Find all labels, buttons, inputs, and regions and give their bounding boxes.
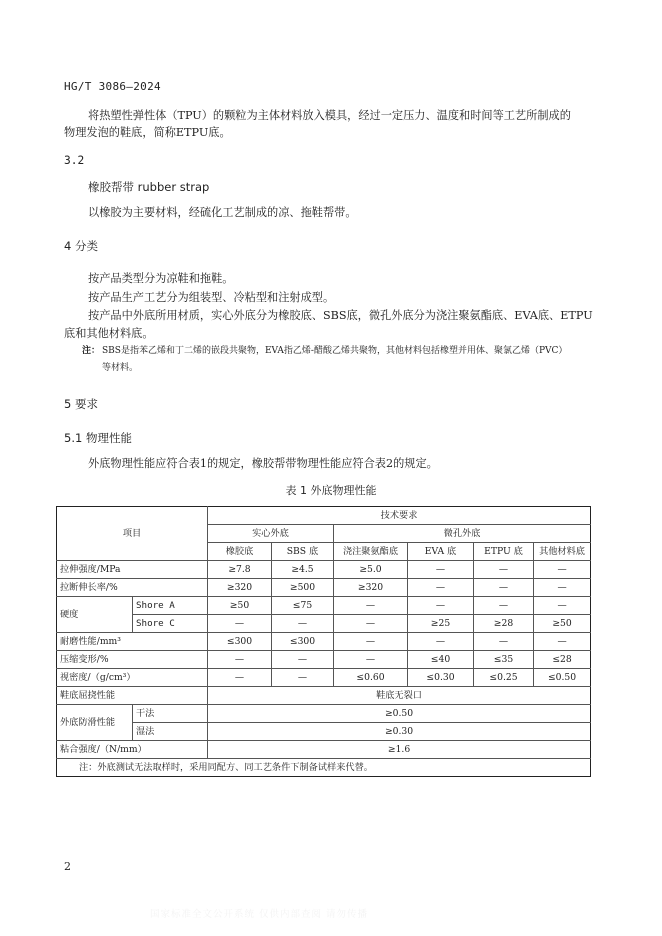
section-5-1-text: 外底物理性能应符合表1的规定，橡胶帮带物理性能应符合表2的规定。 (88, 457, 438, 470)
note-line-2: 等材料。 (102, 363, 139, 373)
table-cell: ≥0.30 (208, 723, 591, 741)
table-cell: ≥4.5 (272, 561, 334, 579)
col-header-etpu: ETPU 底 (474, 543, 534, 561)
row-label-bond: 粘合强度/（N/mm） (57, 741, 208, 759)
table-cell: — (474, 597, 534, 615)
table-cell: — (334, 651, 408, 669)
table-cell: — (408, 579, 474, 597)
intro-line-2: 物理发泡的鞋底，简称ETPU底。 (64, 126, 231, 139)
section-4-line-2: 按产品生产工艺分为组装型、冷粘型和注射成型。 (88, 291, 335, 304)
table-cell: ≥320 (208, 579, 272, 597)
table-note: 注：外底测试无法取样时，采用同配方、同工艺条件下制备试样来代替。 (57, 759, 591, 777)
table-cell: — (208, 651, 272, 669)
table-cell: — (272, 615, 334, 633)
table-cell: ≤40 (408, 651, 474, 669)
watermark: 国家标准全文公开系统 仅供内部查阅 请勿传播 (150, 909, 369, 920)
standard-number: HG/T 3086—2024 (64, 80, 161, 93)
clause-3-2-number: 3.2 (64, 154, 85, 167)
table-cell: — (474, 561, 534, 579)
section-5-heading: 5 要求 (64, 397, 98, 411)
row-label-tensile: 拉伸强度/MPa (57, 561, 208, 579)
table-row (57, 633, 591, 651)
table-cell: ≥500 (272, 579, 334, 597)
col-header-eva: EVA 底 (408, 543, 474, 561)
table-cell: — (534, 633, 591, 651)
table-cell: ≤300 (272, 633, 334, 651)
section-4-line-3a: 按产品中外底所用材质，实心外底分为橡胶底、SBS底，微孔外底分为浇注聚氨酯底、EVA底、ETPU (88, 309, 593, 322)
table-cell: — (272, 669, 334, 687)
item-header: 项目 (57, 507, 208, 561)
table-cell: — (408, 561, 474, 579)
col-header-sbs: SBS 底 (272, 543, 334, 561)
table-cell: ≥50 (208, 597, 272, 615)
section-4-line-3b: 底和其他材料底。 (64, 327, 154, 340)
note-label: 注： (82, 346, 101, 356)
table-row (57, 651, 591, 669)
row-label-compression: 压缩变形/% (57, 651, 208, 669)
table-1 (56, 506, 591, 777)
table-row (57, 705, 591, 723)
table-row (57, 669, 591, 687)
micro-sole-header: 微孔外底 (334, 525, 591, 543)
table-row (57, 723, 591, 741)
row-label-elongation: 拉断伸长率/% (57, 579, 208, 597)
table-1-caption: 表 1 外底物理性能 (285, 484, 377, 497)
table-cell: ≤0.50 (534, 669, 591, 687)
table-cell: ≥320 (334, 579, 408, 597)
sub-label-wet: 湿法 (133, 723, 208, 741)
table-cell: ≤35 (474, 651, 534, 669)
table-cell: ≥5.0 (334, 561, 408, 579)
col-header-rubber: 橡胶底 (208, 543, 272, 561)
table-row (57, 687, 591, 705)
table-cell: — (334, 597, 408, 615)
section-5-1-heading: 5.1 物理性能 (64, 431, 132, 445)
table-cell: ≤0.60 (334, 669, 408, 687)
row-label-flex: 鞋底屈挠性能 (57, 687, 208, 705)
col-header-other: 其他材料底 (534, 543, 591, 561)
note-line-1: SBS是指苯乙烯和丁二烯的嵌段共聚物，EVA指乙烯-醋酸乙烯共聚物，其他材料包括橡塑并用体、聚氯乙烯（PVC） (102, 346, 568, 356)
table-row (57, 597, 591, 615)
section-4-heading: 4 分类 (64, 239, 98, 253)
table-cell: ≥1.6 (208, 741, 591, 759)
table-cell: ≥0.50 (208, 705, 591, 723)
table-row (57, 615, 591, 633)
table-cell: — (334, 615, 408, 633)
section-4-line-1: 按产品类型分为凉鞋和拖鞋。 (88, 272, 234, 285)
clause-3-2-definition: 以橡胶为主要材料，经硫化工艺制成的凉、拖鞋帮带。 (88, 206, 357, 219)
table-cell: ≥25 (408, 615, 474, 633)
table-cell: — (474, 579, 534, 597)
row-label-slip: 外底防滑性能 (57, 705, 133, 741)
sub-label-shore-a: Shore A (133, 597, 208, 615)
table-cell: — (208, 615, 272, 633)
solid-sole-header: 实心外底 (208, 525, 334, 543)
table-cell: ≤0.30 (408, 669, 474, 687)
table-cell: 鞋底无裂口 (208, 687, 591, 705)
page-number: 2 (64, 860, 71, 873)
table-cell: ≥7.8 (208, 561, 272, 579)
table-cell: — (534, 597, 591, 615)
row-label-hardness: 硬度 (57, 597, 133, 633)
table-note-row (57, 759, 591, 777)
table-cell: — (208, 669, 272, 687)
table-cell: — (534, 561, 591, 579)
sub-label-shore-c: Shore C (133, 615, 208, 633)
table-cell: ≥28 (474, 615, 534, 633)
table-cell: — (474, 633, 534, 651)
table-cell: — (534, 579, 591, 597)
table-cell: ≥50 (534, 615, 591, 633)
intro-line-1: 将热塑性弹性体（TPU）的颗粒为主体材料放入模具，经过一定压力、温度和时间等工艺所制成的 (88, 109, 571, 122)
col-header-pu: 浇注聚氨酯底 (334, 543, 408, 561)
row-label-density: 视密度/（g/cm³） (57, 669, 208, 687)
tech-req-header: 技术要求 (208, 507, 591, 525)
table-cell: — (408, 633, 474, 651)
table-row (57, 561, 591, 579)
table-cell: — (408, 597, 474, 615)
table-cell: ≤28 (534, 651, 591, 669)
table-row (57, 579, 591, 597)
table-cell: — (334, 633, 408, 651)
clause-3-2-term: 橡胶帮带 rubber strap (88, 180, 210, 194)
table-cell: ≤300 (208, 633, 272, 651)
table-cell: ≤75 (272, 597, 334, 615)
sub-label-dry: 干法 (133, 705, 208, 723)
row-label-abrasion: 耐磨性能/mm³ (57, 633, 208, 651)
table-row (57, 741, 591, 759)
table-cell: — (272, 651, 334, 669)
table-cell: ≤0.25 (474, 669, 534, 687)
